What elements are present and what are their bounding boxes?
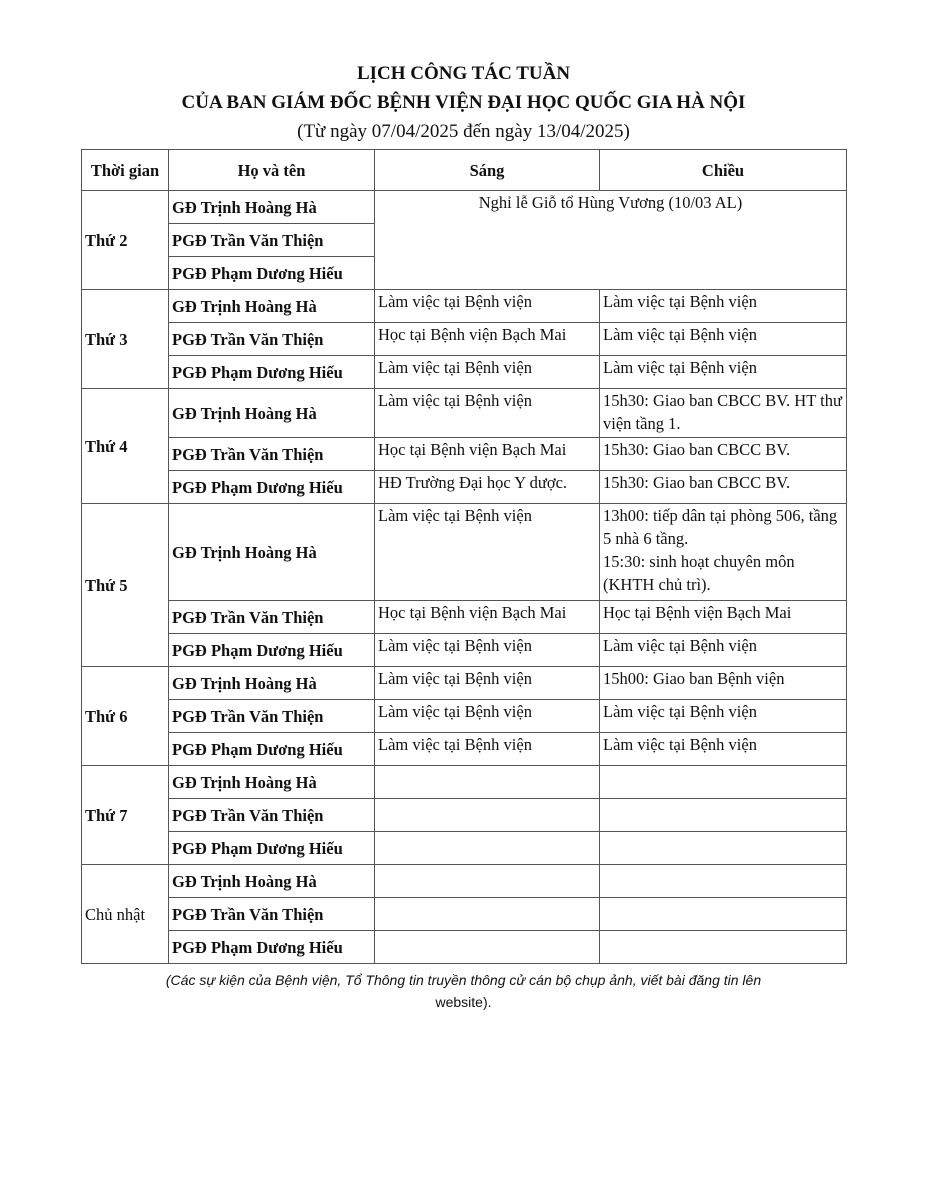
afternoon-cell: [600, 832, 847, 865]
morning-cell: [375, 931, 600, 964]
morning-cell: Làm việc tại Bệnh viện: [375, 634, 600, 667]
table-row: [82, 601, 847, 634]
day-label: Thứ 3: [82, 290, 169, 389]
person-name: PGĐ Phạm Dương Hiếu: [169, 931, 375, 964]
morning-cell: [375, 799, 600, 832]
table-row: [82, 766, 847, 799]
morning-cell: Học tại Bệnh viện Bạch Mai: [375, 601, 600, 634]
person-name: PGĐ Trần Văn Thiện: [169, 799, 375, 832]
day-label: Thứ 4: [82, 389, 169, 504]
day-label: Thứ 5: [82, 504, 169, 667]
table-row: [82, 389, 847, 438]
footnote: [110, 969, 817, 1013]
person-name: GĐ Trịnh Hoàng Hà: [169, 191, 375, 224]
column-header-time: Thời gian: [82, 150, 169, 191]
day-label: Thứ 6: [82, 667, 169, 766]
table-row: [82, 504, 847, 601]
person-name: PGĐ Phạm Dương Hiếu: [169, 634, 375, 667]
morning-cell: Học tại Bệnh viện Bạch Mai: [375, 323, 600, 356]
morning-cell: [375, 766, 600, 799]
person-name: PGĐ Phạm Dương Hiếu: [169, 257, 375, 290]
schedule-subtitle: CỦA BAN GIÁM ĐỐC BỆNH VIỆN ĐẠI HỌC QUỐC GIA HÀ NỘI: [181, 92, 746, 113]
table-row: [82, 356, 847, 389]
day-label: Thứ 2: [82, 191, 169, 290]
morning-cell: Làm việc tại Bệnh viện: [375, 356, 600, 389]
day-label: Chủ nhật: [82, 865, 169, 964]
morning-cell: Làm việc tại Bệnh viện: [375, 733, 600, 766]
afternoon-cell: Làm việc tại Bệnh viện: [600, 290, 847, 323]
column-header-afternoon: Chiều: [600, 150, 847, 191]
afternoon-item: 15:30: sinh hoạt chuyên môn (KHTH chủ trì).: [603, 552, 795, 594]
afternoon-cell: [600, 898, 847, 931]
person-name: PGĐ Trần Văn Thiện: [169, 224, 375, 257]
table-row: [82, 667, 847, 700]
person-name: PGĐ Trần Văn Thiện: [169, 438, 375, 471]
morning-cell: Làm việc tại Bệnh viện: [375, 504, 600, 601]
morning-cell: Làm việc tại Bệnh viện: [375, 290, 600, 323]
person-name: PGĐ Trần Văn Thiện: [169, 601, 375, 634]
morning-cell: HĐ Trường Đại học Y dược.: [375, 471, 600, 504]
afternoon-cell: Làm việc tại Bệnh viện: [600, 356, 847, 389]
person-name: GĐ Trịnh Hoàng Hà: [169, 389, 375, 438]
morning-cell: Học tại Bệnh viện Bạch Mai: [375, 438, 600, 471]
schedule-date-range: (Từ ngày 07/04/2025 đến ngày 13/04/2025): [297, 121, 630, 142]
afternoon-cell: 15h30: Giao ban CBCC BV.: [600, 471, 847, 504]
person-name: GĐ Trịnh Hoàng Hà: [169, 865, 375, 898]
afternoon-cell: [600, 504, 847, 601]
morning-cell: Làm việc tại Bệnh viện: [375, 389, 600, 438]
table-row: [82, 832, 847, 865]
table-row: [82, 323, 847, 356]
day-label: Thứ 7: [82, 766, 169, 865]
afternoon-cell: [600, 766, 847, 799]
afternoon-cell: Học tại Bệnh viện Bạch Mai: [600, 601, 847, 634]
afternoon-cell: 15h30: Giao ban CBCC BV. HT thư viện tầng 1.: [600, 389, 847, 438]
afternoon-cell: Làm việc tại Bệnh viện: [600, 323, 847, 356]
table-row: [82, 700, 847, 733]
schedule-title: LỊCH CÔNG TÁC TUẦN: [356, 63, 571, 84]
person-name: GĐ Trịnh Hoàng Hà: [169, 290, 375, 323]
table-row: [82, 865, 847, 898]
afternoon-cell: 15h30: Giao ban CBCC BV.: [600, 438, 847, 471]
column-header-morning: Sáng: [375, 150, 600, 191]
morning-cell: [375, 865, 600, 898]
table-row: [82, 438, 847, 471]
morning-cell: [375, 832, 600, 865]
afternoon-cell: [600, 799, 847, 832]
morning-cell: Làm việc tại Bệnh viện: [375, 700, 600, 733]
table-row: [82, 931, 847, 964]
table-row: [82, 634, 847, 667]
afternoon-cell: [600, 931, 847, 964]
person-name: PGĐ Trần Văn Thiện: [169, 323, 375, 356]
afternoon-cell: Làm việc tại Bệnh viện: [600, 700, 847, 733]
table-row: [82, 733, 847, 766]
schedule-table: [81, 149, 847, 964]
morning-cell: [375, 898, 600, 931]
morning-cell: Làm việc tại Bệnh viện: [375, 667, 600, 700]
afternoon-item: 13h00: tiếp dân tại phòng 506, tầng 5 nhà 6 tầng.: [603, 506, 838, 548]
table-row: [82, 191, 847, 224]
person-name: PGĐ Trần Văn Thiện: [169, 700, 375, 733]
person-name: GĐ Trịnh Hoàng Hà: [169, 504, 375, 601]
person-name: PGĐ Phạm Dương Hiếu: [169, 356, 375, 389]
person-name: PGĐ Trần Văn Thiện: [169, 898, 375, 931]
afternoon-cell: Làm việc tại Bệnh viện: [600, 634, 847, 667]
person-name: PGĐ Phạm Dương Hiếu: [169, 471, 375, 504]
table-row: [82, 290, 847, 323]
column-header-name: Họ và tên: [169, 150, 375, 191]
footnote-text: (Các sự kiện của Bệnh viện, Tổ Thông tin truyền thông cử cán bộ chụp ảnh, viết bài đăng tin lên: [165, 972, 762, 988]
holiday-cell: Nghỉ lễ Giỗ tổ Hùng Vương (10/03 AL): [375, 191, 847, 290]
afternoon-cell: [600, 865, 847, 898]
afternoon-cell: Làm việc tại Bệnh viện: [600, 733, 847, 766]
table-header-row: [82, 150, 847, 191]
person-name: GĐ Trịnh Hoàng Hà: [169, 766, 375, 799]
table-row: [82, 471, 847, 504]
person-name: PGĐ Phạm Dương Hiếu: [169, 832, 375, 865]
afternoon-cell: 15h00: Giao ban Bệnh viện: [600, 667, 847, 700]
footnote-tail: website).: [435, 994, 492, 1010]
table-row: [82, 799, 847, 832]
person-name: PGĐ Phạm Dương Hiếu: [169, 733, 375, 766]
table-row: [82, 898, 847, 931]
person-name: GĐ Trịnh Hoàng Hà: [169, 667, 375, 700]
